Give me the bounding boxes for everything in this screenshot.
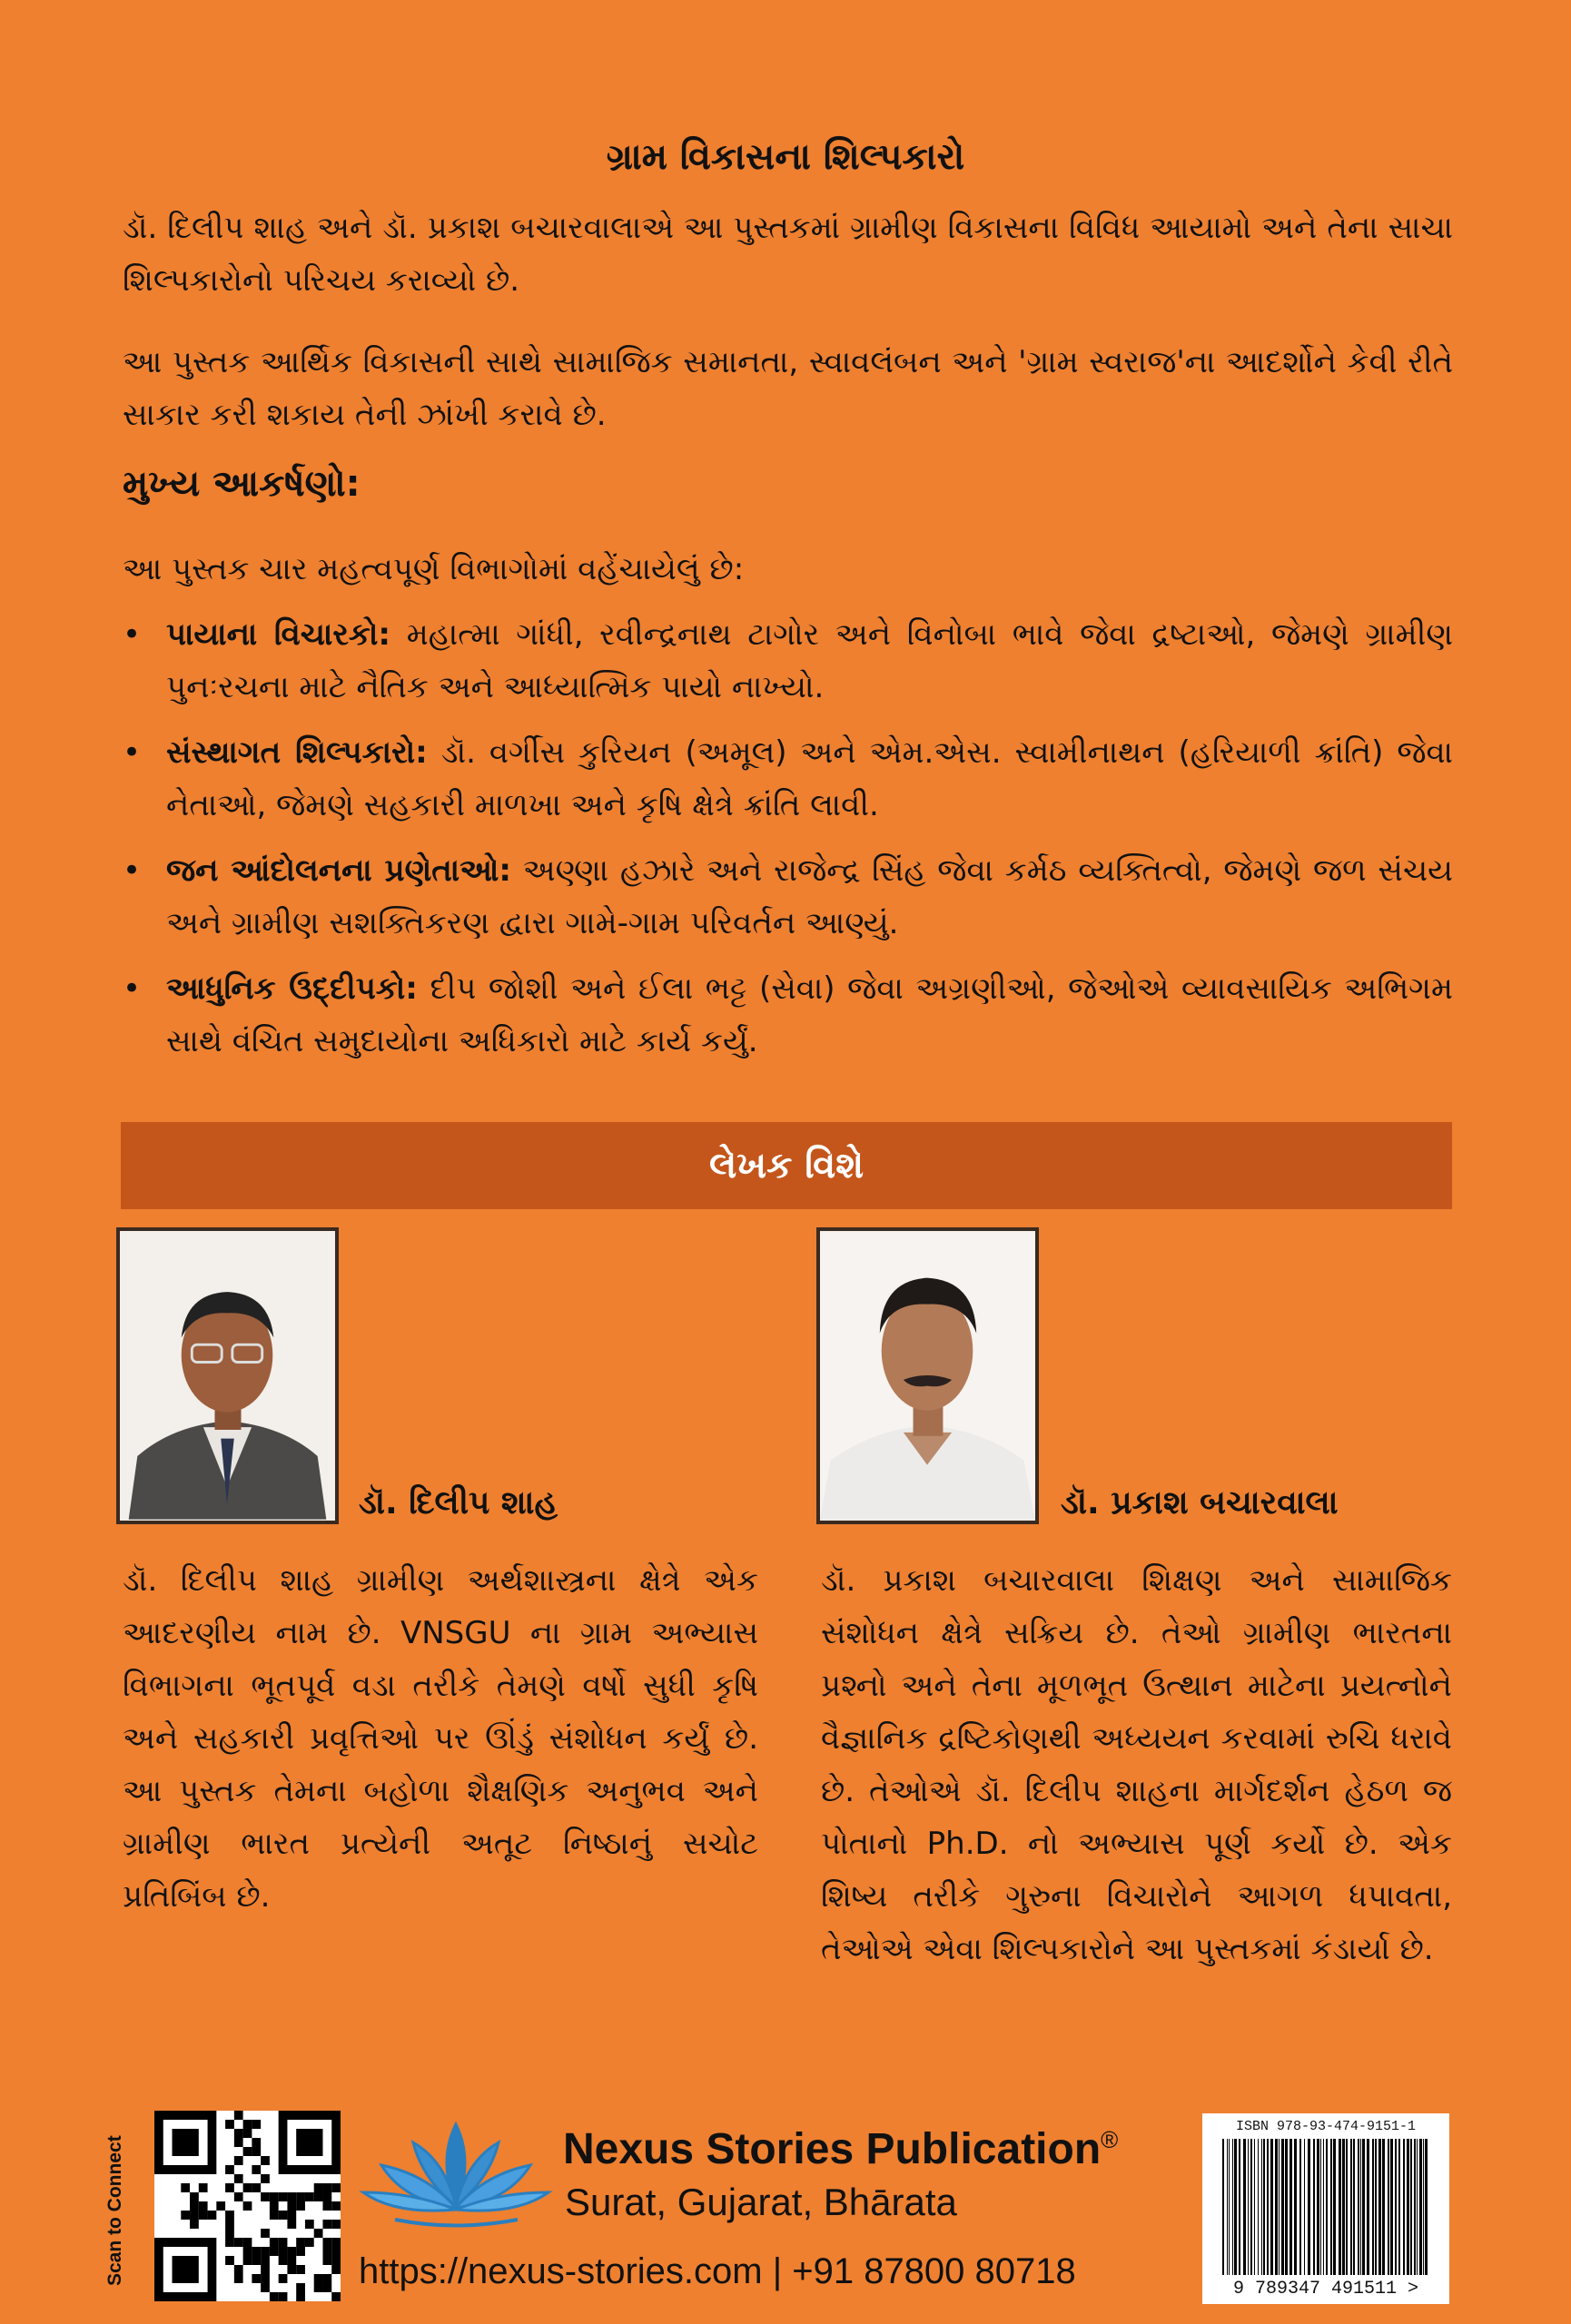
barcode-bars — [1217, 2139, 1435, 2275]
book-title: ગ્રામ વિકાસના શિલ્પકારો — [606, 136, 965, 178]
scan-to-connect-label: Scan to Connect — [104, 2135, 125, 2286]
list-item — [123, 844, 1453, 950]
list-item-label: આધુનિક ઉદ્દીપકો: — [166, 970, 418, 1007]
portrait-icon — [820, 1231, 1035, 1521]
highlights-list — [123, 543, 1453, 1068]
bullet-icon: • — [123, 852, 142, 889]
author-2-name: ડૉ. પ્રકાશ બચારવાલા — [1061, 1484, 1339, 1521]
list-item-text: દીપ જોશી અને ઈલા ભટ્ટ (સેવા) જેવા અગ્રણીઓ, જેઓએ વ્યાવસાયિક અભિગમ સાથે વંચિત સમુદાયોના અધિકારો માટે કાર્ય કર્યું. — [166, 970, 1453, 1059]
author-1-name: ડૉ. દિલીપ શાહ — [359, 1484, 558, 1521]
about-authors-heading: લેખક વિશે — [708, 1145, 865, 1187]
portrait-icon — [120, 1231, 335, 1521]
author-2-photo — [816, 1227, 1039, 1524]
qr-code-icon — [154, 2111, 341, 2301]
publisher-name — [563, 2124, 1118, 2174]
author-1-photo — [116, 1227, 339, 1524]
publisher-location: Surat, Gujarat, Bhārata — [565, 2181, 957, 2223]
list-item-text: મહાત્મા ગાંધી, રવીન્દ્રનાથ ટાગોર અને વિનોબા ભાવે જેવા દ્રષ્ટાઓ, જેમણે ગ્રામીણ પુનઃરચના માટે નૈતિક અને આધ્યાત્મિક પાયો નાખ્યો. — [166, 616, 1453, 705]
bullet-icon: • — [123, 970, 142, 1007]
isbn-digits: 9 789347 491511 > — [1232, 2279, 1419, 2299]
author-1-bio: ડૉ. દિલીપ શાહ ગ્રામીણ અર્થશાસ્ત્રના ક્ષેત્રે એક આદરણીય નામ છે. VNSGU ના ગ્રામ અભ્યાસ વિભાગના ભૂતપૂર્વ વડા તરીકે તેમણે વર્ષો સુધી કૃષિ અને સહકારી પ્રવૃત્તિઓ પર ઊંડું સંશોધન કર્યું છે. આ પુસ્તક તેમના બહોળા શૈક્ષણિક અનુભવ અને ગ્રામીણ ભારત પ્રત્યેની અતૂટ નિષ્ઠાનું સચોટ પ્રતિબિંબ છે. — [123, 1562, 758, 1915]
intro-paragraph-1: ડૉ. દિલીપ શાહ અને ડૉ. પ્રકાશ બચારવાલાએ આ પુસ્તકમાં ગ્રામીણ વિકાસના વિવિધ આયામો અને તેના સાચા શિલ્પકારોનો પરિચય કરાવ્યો છે. — [123, 210, 1453, 299]
lotus-logo-icon — [359, 2115, 554, 2229]
intro-paragraph-2: આ પુસ્તક આર્થિક વિકાસની સાથે સામાજિક સમાનતા, સ્વાવલંબન અને 'ગ્રામ સ્વરાજ'ના આદર્શોને કેવી રીતે સાકાર કરી શકાય તેની ઝાંખી કરાવે છે. — [123, 344, 1453, 433]
bullet-icon: • — [123, 616, 142, 653]
list-item-text: અણ્ણા હઝારે અને રાજેન્દ્ર સિંહ જેવા કર્મઠ વ્યક્તિત્વો, જેમણે જળ સંચય અને ગ્રામીણ સશક્તિકરણ દ્વારા ગામે-ગામ પરિવર્તન આણ્યું. — [166, 852, 1453, 941]
list-item — [123, 726, 1453, 832]
barcode-icon — [1202, 2113, 1449, 2304]
author-2-bio: ડૉ. પ્રકાશ બચારવાલા શિક્ષણ અને સામાજિક સંશોધન ક્ષેત્રે સક્રિય છે. તેઓ ગ્રામીણ ભારતના પ્રશ્નો અને તેના મૂળભૂત ઉત્થાન માટેના પ્રયત્નોને વૈજ્ઞાનિક દ્રષ્ટિકોણથી અધ્યયન કરવામાં રુચિ ધરાવે છે. તેઓએ ડૉ. દિલીપ શાહના માર્ગદર્શન હેઠળ જ પોતાનો Ph.D. નો અભ્યાસ પૂર્ણ કર્યો છે. એક શિષ્ય તરીકે ગુરુના વિચારોને આગળ ધપાવતા, તેઓએ એવા શિલ્પકારોને આ પુસ્તકમાં કંડાર્યા છે. — [821, 1562, 1452, 1967]
list-item — [123, 608, 1453, 714]
list-item-label: જન આંદોલનના પ્રણેતાઓ: — [166, 852, 511, 889]
registered-mark: ® — [1101, 2126, 1119, 2153]
bullet-icon: • — [123, 734, 142, 771]
list-item-text: ડૉ. વર્ગીસ કુરિયન (અમૂલ) અને એમ.એસ. સ્વામીનાથન (હરિયાળી ક્રાંતિ) જેવા નેતાઓ, જેમણે સહકારી માળખા અને કૃષિ ક્ષેત્રે ક્રાંતિ લાવી. — [166, 734, 1453, 823]
isbn-label: ISBN 978-93-474-9151-1 — [1235, 2119, 1417, 2134]
list-item-label: પાયાના વિચારકો: — [166, 616, 391, 653]
publisher-contact: https://nexus-stories.com | +91 87800 80718 — [359, 2251, 1076, 2291]
highlights-heading: મુખ્ય આકર્ષણો: — [123, 463, 361, 505]
publisher-name-text: Nexus Stories Publication — [563, 2125, 1102, 2173]
list-item-label: સંસ્થાગત શિલ્પકારો: — [166, 734, 428, 771]
about-authors-band — [121, 1122, 1452, 1209]
highlights-intro: આ પુસ્તક ચાર મહત્વપૂર્ણ વિભાગોમાં વહેંચાયેલું છે: — [123, 551, 745, 587]
list-item — [123, 962, 1453, 1068]
